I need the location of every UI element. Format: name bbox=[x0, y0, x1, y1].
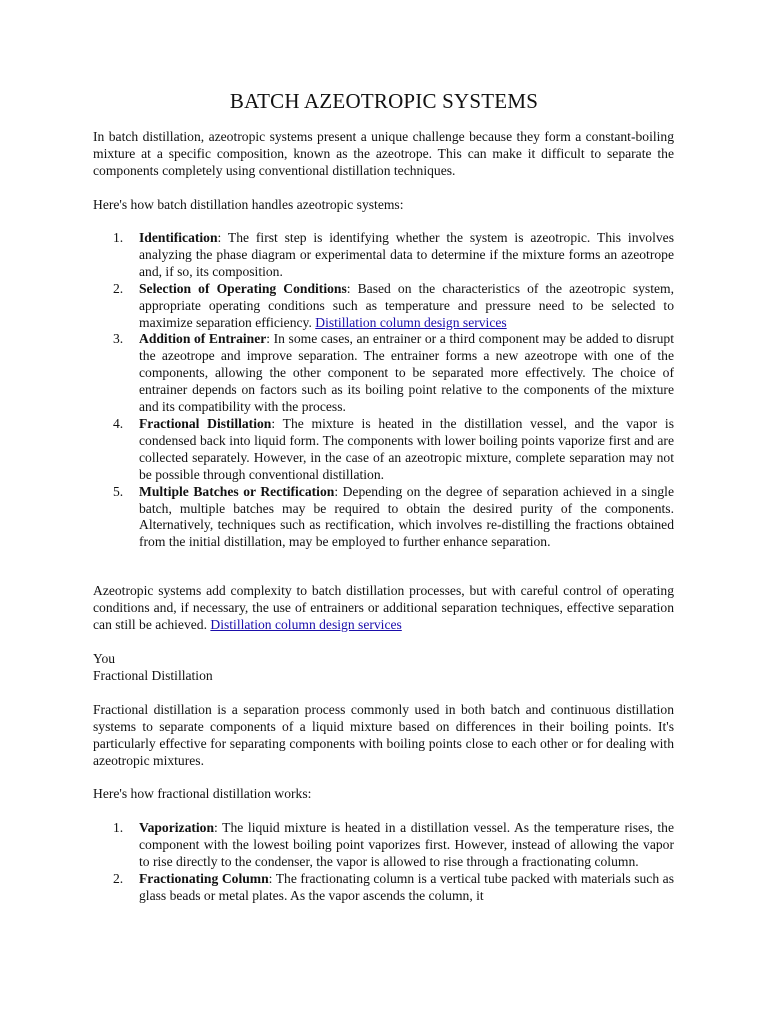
list-item bbox=[93, 230, 674, 281]
list-number: 3. bbox=[113, 331, 124, 347]
step-term: Identification bbox=[139, 230, 218, 245]
step-term: Fractional Distillation bbox=[139, 415, 272, 431]
step-text: : In some cases, an entrainer or a third component may be added to disrupt the azeotrope and improve separation. The entrainer forms a new azeotrope with one of the components, allowing the other component to be separated more effectively. The choice of entrainer depends on factors such as its boiling point relative to the components of the mixture and its compatibility with the process. bbox=[139, 331, 675, 415]
conclusion-text: Azeotropic systems add complexity to batch distillation processes, but with careful control of operating conditions and, if necessary, the use of entrainers or additional separation techniques, effective separation can still be achieved. bbox=[93, 583, 674, 632]
step-text: : Based on the characteristics of the azeotropic system, appropriate operating conditions such as temperature and pressure need to be selected to maximize separation efficiency. bbox=[139, 280, 674, 330]
step-term: Fractionating Column bbox=[139, 870, 269, 886]
list-item bbox=[93, 416, 674, 484]
fd-lead-in-text: Here's how fractional distillation works: bbox=[93, 786, 312, 801]
list-number: 4. bbox=[113, 415, 124, 431]
user-prompt: Fractional Distillation bbox=[93, 668, 213, 683]
list-number: 1. bbox=[113, 230, 124, 245]
step-text: : The liquid mixture is heated in a distillation vessel. As the temperature rises, the component with the lowest boiling point vaporizes first. However, instead of allowing the vapor to rise directly to the condenser, the vapor is allowed to rise through a fractionating column. bbox=[139, 820, 674, 869]
list-item bbox=[93, 820, 674, 871]
page-title: BATCH AZEOTROPIC SYSTEMS bbox=[229, 89, 539, 113]
step-text: : The first step is identifying whether the system is azeotropic. This involves analyzing the phase diagram or experimental data to determine if the mixture forms an azeotrope and, if so, its composition. bbox=[139, 230, 674, 279]
step-term: Multiple Batches or Rectification bbox=[139, 483, 335, 499]
list-item bbox=[93, 484, 674, 552]
step-term: Selection of Operating Conditions bbox=[139, 280, 347, 296]
list-item bbox=[93, 331, 674, 416]
step-term: Vaporization bbox=[139, 820, 215, 835]
step-text: : Depending on the degree of separation achieved in a single batch, multiple batches may be required to obtain the desired purity of the components. Alternatively, techniques such as rectification, which involves re-distilling the fractions obtained from the initial distillation, may be employed to further enhance separation. bbox=[139, 483, 674, 550]
step-term: Addition of Entrainer bbox=[139, 331, 267, 347]
azeotropic-steps-list bbox=[93, 230, 674, 551]
intro-paragraph: In batch distillation, azeotropic systems present a unique challenge because they form a constant-boiling mixture at a specific composition, known as the azeotrope. This can make it difficult to separate the components completely using conventional distillation techniques. bbox=[93, 129, 674, 178]
distillation-services-link[interactable]: Distillation column design services bbox=[210, 616, 402, 632]
you-label: You bbox=[93, 651, 116, 666]
list-number: 1. bbox=[113, 820, 124, 835]
fd-intro-paragraph: Fractional distillation is a separation process commonly used in both batch and continuous distillation systems to separate components of a liquid mixture based on differences in their boiling points. It's particularly effective for separating components with boiling points close to each other or for dealing with azeotropic mixtures. bbox=[93, 702, 674, 768]
list-item bbox=[93, 281, 674, 332]
list-item bbox=[93, 871, 674, 905]
list-number: 2. bbox=[113, 870, 124, 886]
distillation-services-link[interactable]: Distillation column design services bbox=[315, 314, 507, 330]
step-text: : The fractionating column is a vertical tube packed with materials such as glass beads or metal plates. As the vapor ascends the column, it bbox=[139, 870, 674, 903]
list-number: 5. bbox=[113, 483, 124, 499]
fractional-steps-list bbox=[93, 820, 674, 905]
lead-in-text: Here's how batch distillation handles azeotropic systems: bbox=[93, 197, 404, 212]
list-number: 2. bbox=[113, 280, 124, 296]
step-text: : The mixture is heated in the distillation vessel, and the vapor is condensed back into liquid form. The components with lower boiling points vaporize first and are collected separately. However, in the case of an azeotropic mixture, complete separation may not be possible through conventional distillation. bbox=[139, 415, 674, 482]
conclusion-paragraph bbox=[93, 583, 674, 634]
